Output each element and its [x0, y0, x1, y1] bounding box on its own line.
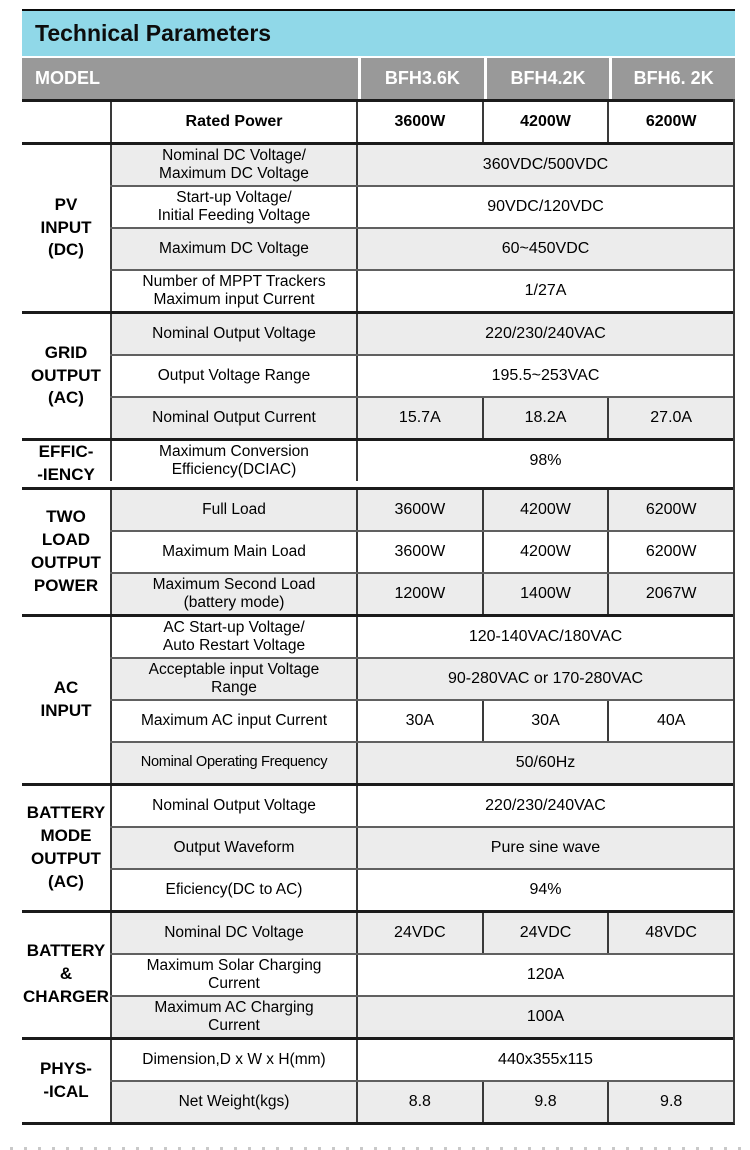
param-line: Nominal Output Voltage — [152, 325, 316, 343]
value-cell: 360VDC/500VDC — [482, 156, 609, 173]
section-label-line: OUTPUT — [31, 552, 101, 572]
param-line: Output Waveform — [173, 838, 295, 856]
spec-row — [110, 396, 733, 438]
spec-row — [110, 572, 733, 614]
value-cell: 1/27A — [524, 282, 567, 299]
section-label-line: OUTPUT — [31, 365, 101, 385]
spec-section — [22, 438, 733, 487]
value-cell: 27.0A — [607, 398, 733, 438]
param-line: Auto Restart Voltage — [162, 636, 306, 654]
param-line: Eficiency(DC to AC) — [165, 880, 303, 898]
section-label — [22, 102, 110, 142]
param-cell — [110, 441, 358, 481]
param-line: Current — [208, 974, 260, 992]
value-cell: 3600W — [394, 113, 446, 130]
param-cell — [110, 913, 358, 953]
value-cell: 6200W — [607, 532, 733, 572]
value-cell: 94% — [529, 880, 562, 898]
spec-row — [110, 490, 733, 530]
param-cell — [110, 187, 358, 227]
value-cell: 220/230/240VAC — [485, 325, 606, 342]
spec-row — [110, 617, 733, 657]
section-label-line: PV — [54, 194, 78, 214]
section-label-line: OUTPUT — [31, 848, 101, 868]
param-cell — [110, 356, 358, 396]
spec-table — [22, 99, 735, 1125]
section-label-line: -IENCY — [37, 464, 95, 484]
value-cell: 98% — [529, 452, 562, 469]
param-cell — [110, 828, 358, 868]
spec-section — [22, 783, 733, 910]
param-cell — [110, 271, 358, 311]
spec-row — [110, 530, 733, 572]
param-line: Nominal DC Voltage/ — [162, 147, 306, 165]
spec-row — [110, 314, 733, 354]
value-cell: 40A — [607, 701, 733, 741]
param-cell — [110, 997, 358, 1037]
param-cell — [110, 314, 358, 354]
spec-section — [22, 614, 733, 783]
model-column-header: BFH4.2K — [484, 58, 610, 99]
param-line: Maximum Second Load — [152, 575, 316, 593]
section-label — [22, 913, 110, 1037]
value-cell: 24VDC — [482, 913, 608, 953]
spec-row — [110, 269, 733, 311]
param-line: Rated Power — [185, 112, 283, 130]
param-line: Output Voltage Range — [157, 367, 311, 385]
value-cell: 90-280VAC or 170-280VAC — [447, 669, 644, 687]
value-cell: 4200W — [482, 102, 608, 142]
value-cell: 48VDC — [607, 913, 733, 953]
param-cell — [110, 102, 358, 142]
param-cell — [110, 1040, 358, 1080]
model-header-label: MODEL — [22, 58, 358, 99]
value-cell: 18.2A — [482, 398, 608, 438]
param-line: (battery mode) — [183, 593, 285, 611]
param-line: Maximum Solar Charging — [146, 956, 322, 974]
spec-row — [110, 868, 733, 910]
value-cell: 220/230/240VAC — [485, 796, 606, 814]
param-line: Maximum AC Charging — [154, 998, 314, 1016]
section-label-line: -ICAL — [43, 1081, 89, 1101]
spec-row — [110, 354, 733, 396]
param-line: Dimension,D x W x H(mm) — [142, 1050, 326, 1068]
value-cell: 4200W — [482, 532, 608, 572]
section-label-line: AC — [53, 677, 79, 697]
spec-row — [110, 699, 733, 741]
dotted-divider — [10, 1147, 742, 1150]
param-line: Efficiency(DCIAC) — [171, 461, 297, 478]
section-label-line: EFFIC- — [38, 442, 94, 461]
param-line: Maximum AC input Current — [140, 711, 328, 729]
spec-row — [110, 826, 733, 868]
section-label-line: GRID — [44, 342, 88, 362]
spec-row — [110, 1080, 733, 1122]
spec-row — [110, 657, 733, 699]
section-label — [22, 490, 110, 614]
param-line: Current — [208, 1016, 260, 1034]
param-line: Number of MPPT Trackers — [142, 273, 326, 291]
param-line: Nominal Operating Frequency — [140, 754, 328, 771]
value-cell: 3600W — [394, 500, 446, 518]
param-cell — [110, 870, 358, 910]
spec-row — [110, 227, 733, 269]
value-cell: 60~450VDC — [501, 240, 590, 257]
section-label-line: TWO — [46, 507, 86, 526]
value-cell: 100A — [526, 1007, 565, 1025]
section-label-line: & — [59, 964, 73, 984]
value-cell: 6200W — [607, 102, 733, 142]
param-line: Maximum DC Voltage — [159, 165, 309, 182]
section-label — [22, 617, 110, 783]
value-cell: 24VDC — [394, 923, 446, 941]
param-cell — [110, 490, 358, 530]
param-line: Start-up Voltage/ — [176, 189, 292, 207]
section-label-line: BATTERY — [26, 941, 106, 961]
model-column-header: BFH3.6K — [358, 58, 484, 99]
value-cell: 90VDC/120VDC — [487, 198, 604, 215]
section-label — [22, 1040, 110, 1122]
value-cell: 50/60Hz — [515, 753, 576, 771]
value-cell: 195.5~253VAC — [491, 367, 600, 384]
spec-section — [22, 142, 733, 311]
model-header-row — [22, 58, 735, 99]
spec-row — [110, 913, 733, 953]
section-label — [22, 314, 110, 438]
spec-row — [110, 741, 733, 783]
param-line: Acceptable input Voltage — [148, 660, 320, 678]
spec-row — [110, 995, 733, 1037]
param-cell — [110, 955, 358, 995]
section-label-line: INPUT — [40, 217, 92, 237]
section-label-line: INPUT — [40, 700, 92, 720]
value-cell: 3600W — [394, 542, 446, 560]
param-line: AC Start-up Voltage/ — [163, 618, 305, 636]
spec-section — [22, 910, 733, 1037]
param-cell — [110, 145, 358, 185]
param-line: Full Load — [202, 500, 266, 518]
param-cell — [110, 229, 358, 269]
section-label — [22, 145, 110, 311]
value-cell: 9.8 — [607, 1082, 733, 1122]
value-cell: 30A — [405, 711, 435, 729]
param-cell — [110, 617, 358, 657]
param-cell — [110, 743, 358, 783]
param-line: Maximum input Current — [153, 291, 315, 308]
spec-section — [22, 99, 733, 142]
param-cell — [110, 532, 358, 572]
value-cell: 8.8 — [408, 1092, 431, 1110]
page-title: Technical Parameters — [22, 9, 735, 56]
value-cell: 15.7A — [398, 409, 441, 426]
spec-row — [110, 441, 733, 481]
spec-row — [110, 1040, 733, 1080]
param-cell — [110, 398, 358, 438]
section-label-line: (DC) — [48, 240, 84, 260]
value-cell: 120-140VAC/180VAC — [468, 627, 623, 645]
param-line: Nominal DC Voltage — [164, 923, 304, 941]
value-cell: 1200W — [394, 584, 446, 602]
spec-section — [22, 487, 733, 614]
section-label-line: BATTERY — [26, 803, 106, 822]
param-cell — [110, 786, 358, 826]
section-label-line: (AC) — [48, 871, 84, 891]
param-cell — [110, 701, 358, 741]
value-cell: Pure sine wave — [490, 838, 601, 856]
section-label-line: POWER — [33, 575, 99, 595]
model-column-header: BFH6. 2K — [609, 58, 735, 99]
spec-row — [110, 185, 733, 227]
value-cell: 120A — [526, 965, 565, 983]
section-label-line: MODE — [40, 825, 92, 845]
section-label — [22, 786, 110, 910]
value-cell: 4200W — [482, 490, 608, 530]
value-cell: 2067W — [607, 574, 733, 614]
param-line: Maximum Main Load — [162, 542, 306, 560]
section-label-line: LOAD — [41, 529, 91, 549]
value-cell: 9.8 — [482, 1082, 608, 1122]
section-label-line: (AC) — [48, 388, 84, 408]
param-line: Maximum DC Voltage — [159, 240, 309, 258]
value-cell: 1400W — [482, 574, 608, 614]
param-line: Nominal Output Current — [152, 409, 316, 427]
section-label-line: PHYS- — [40, 1058, 92, 1078]
spec-row — [110, 953, 733, 995]
param-line: Range — [211, 678, 257, 696]
param-cell — [110, 659, 358, 699]
spec-section — [22, 1037, 733, 1122]
value-cell: 440x355x115 — [498, 1050, 593, 1068]
param-line: Nominal Output Voltage — [152, 796, 316, 814]
param-line: Net Weight(kgs) — [178, 1092, 290, 1110]
section-label-line: CHARGER — [23, 987, 109, 1007]
spec-row — [110, 786, 733, 826]
param-line: Maximum Conversion — [159, 443, 309, 461]
section-label — [22, 441, 110, 487]
value-cell: 30A — [482, 701, 608, 741]
spec-row — [110, 145, 733, 185]
value-cell: 6200W — [607, 490, 733, 530]
param-cell — [110, 574, 358, 614]
param-cell — [110, 1082, 358, 1122]
spec-row — [110, 102, 733, 142]
param-line: Initial Feeding Voltage — [157, 207, 311, 224]
spec-section — [22, 311, 733, 438]
